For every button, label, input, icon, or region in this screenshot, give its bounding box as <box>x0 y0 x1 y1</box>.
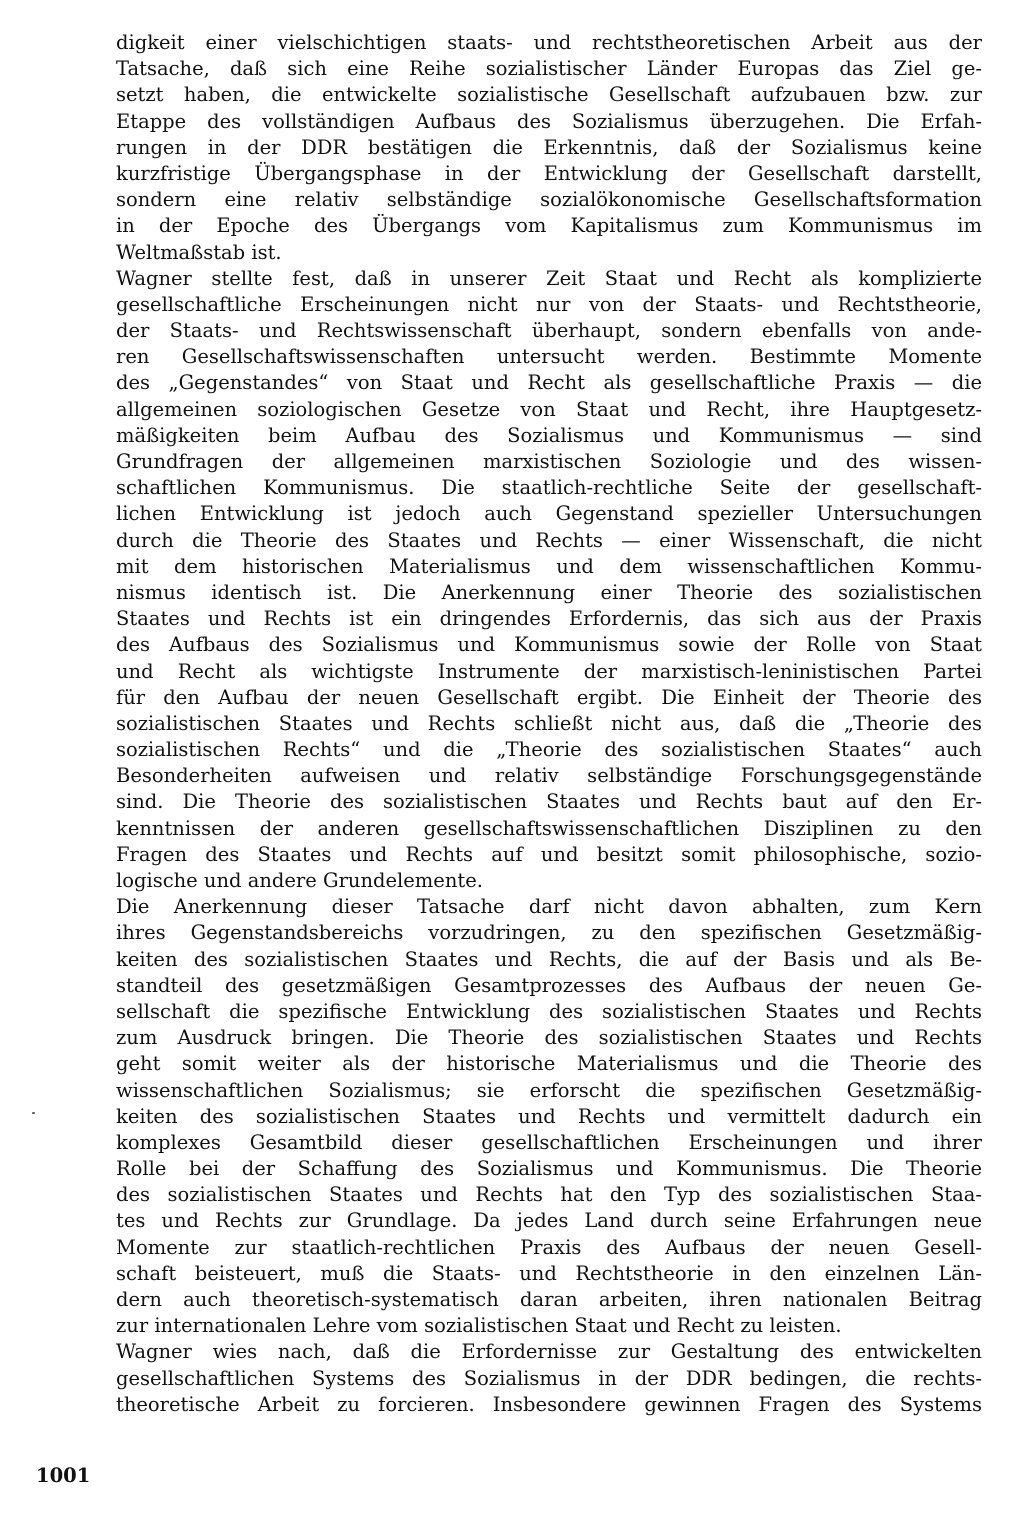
text-line: des Aufbaus des Sozialismus und Kommunismus sowie der Rolle von Staat <box>116 633 982 657</box>
text-line: in der Epoche des Übergangs vom Kapitalismus zum Kommunismus im <box>116 214 982 238</box>
text-line: Rolle bei der Schaffung des Sozialismus und Kommunismus. Die Theorie <box>116 1157 982 1181</box>
text-line: ihres Gegenstandsbereichs vorzudringen, zu den spezifischen Gesetzmäßig- <box>116 921 982 945</box>
text-line: geht somit weiter als der historische Materialismus und die Theorie des <box>116 1052 982 1076</box>
text-line: Wagner wies nach, daß die Erfordernisse zur Gestaltung des entwickelten <box>116 1340 982 1364</box>
paragraph <box>116 30 982 266</box>
text-line: keiten des sozialistischen Staates und Rechts und vermittelt dadurch ein <box>116 1104 982 1128</box>
text-line: Staates und Rechts ist ein dringendes Erfordernis, das sich aus der Praxis <box>116 607 982 631</box>
paragraph <box>116 266 982 895</box>
text-line: schaftlichen Kommunismus. Die staatlich-rechtliche Seite der gesellschaft- <box>116 476 982 500</box>
text-line: der Staats- und Rechtswissenschaft überhaupt, sondern ebenfalls von ande- <box>116 319 982 343</box>
text-line: und Recht als wichtigste Instrumente der marxistisch-leninistischen Partei <box>116 659 982 683</box>
text-line: Tatsache, daß sich eine Reihe sozialistischer Länder Europas das Ziel ge- <box>116 57 982 81</box>
text-line: gesellschaftlichen Systems des Sozialismus in der DDR bedingen, die rechts- <box>116 1366 982 1390</box>
text-line: Momente zur staatlich-rechtlichen Praxis des Aufbaus der neuen Gesell- <box>116 1235 982 1259</box>
paragraph <box>116 894 982 1339</box>
text-line: gesellschaftliche Erscheinungen nicht nur von der Staats- und Rechtstheorie, <box>116 292 982 316</box>
text-line: standteil des gesetzmäßigen Gesamtprozesses des Aufbaus der neuen Ge- <box>116 973 982 997</box>
text-line: sind. Die Theorie des sozialistischen Staates und Rechts baut auf den Er- <box>116 790 982 814</box>
body-text <box>116 30 982 1418</box>
text-line: des „Gegenstandes“ von Staat und Recht als gesellschaftliche Praxis — die <box>116 371 982 395</box>
text-line: Weltmaßstab ist. <box>116 240 282 264</box>
text-line: Wagner stellte fest, daß in unserer Zeit Staat und Recht als komplizierte <box>116 266 982 290</box>
text-line: durch die Theorie des Staates und Rechts — einer Wissenschaft, die nicht <box>116 528 982 552</box>
text-line: sozialistischen Rechts“ und die „Theorie des sozialistischen Staates“ auch <box>116 738 982 762</box>
text-line: theoretische Arbeit zu forcieren. Insbesondere gewinnen Fragen des Systems <box>116 1392 982 1416</box>
paragraph <box>116 1339 982 1418</box>
text-line: komplexes Gesamtbild dieser gesellschaftlichen Erscheinungen und ihrer <box>116 1130 982 1154</box>
text-line: digkeit einer vielschichtigen staats- und rechtstheoretischen Arbeit aus der <box>116 31 982 54</box>
text-line: dern auch theoretisch-systematisch daran arbeiten, ihren nationalen Beitrag <box>116 1288 982 1311</box>
text-line: allgemeinen soziologischen Gesetze von Staat und Recht, ihre Hauptgesetz- <box>116 397 982 421</box>
text-line: zur internationalen Lehre vom sozialistischen Staat und Recht zu leisten. <box>116 1314 842 1338</box>
page-number: 1001 <box>36 1464 91 1487</box>
text-line: rungen in der DDR bestätigen die Erkenntnis, daß der Sozialismus keine <box>116 135 982 159</box>
text-line: Etappe des vollständigen Aufbaus des Sozialismus überzugehen. Die Erfah- <box>116 109 982 133</box>
text-line: tes und Rechts zur Grundlage. Da jedes Land durch seine Erfahrungen neue <box>116 1209 982 1233</box>
text-line: zum Ausdruck bringen. Die Theorie des sozialistischen Staates und Rechts <box>116 1026 982 1050</box>
text-line: ren Gesellschaftswissenschaften untersucht werden. Bestimmte Momente <box>116 345 982 369</box>
text-line: für den Aufbau der neuen Gesellschaft ergibt. Die Einheit der Theorie des <box>116 685 982 709</box>
text-line: Grundfragen der allgemeinen marxistischen Soziologie und des wissen- <box>116 450 982 473</box>
text-line: sellschaft die spezifische Entwicklung des sozialistischen Staates und Rechts <box>116 999 982 1023</box>
text-line: wissenschaftlichen Sozialismus; sie erforscht die spezifischen Gesetzmäßig- <box>116 1078 982 1102</box>
text-line: Fragen des Staates und Rechts auf und besitzt somit philosophische, sozio- <box>116 842 982 866</box>
text-line: sondern eine relativ selbständige sozialökonomische Gesellschaftsformation <box>116 188 982 212</box>
text-line: schaft beisteuert, muß die Staats- und Rechtstheorie in den einzelnen Län- <box>116 1261 982 1285</box>
text-line: kenntnissen der anderen gesellschaftswissenschaftlichen Disziplinen zu den <box>116 816 982 840</box>
text-line: Besonderheiten aufweisen und relativ selbständige Forschungsgegenstände <box>116 764 982 788</box>
text-line: lichen Entwicklung ist jedoch auch Gegenstand spezieller Untersuchungen <box>116 502 982 526</box>
text-line: kurzfristige Übergangsphase in der Entwicklung der Gesellschaft darstellt, <box>116 161 982 185</box>
text-line: des sozialistischen Staates und Rechts hat den Typ des sozialistischen Staa- <box>116 1183 982 1207</box>
text-line: mäßigkeiten beim Aufbau des Sozialismus und Kommunismus — sind <box>116 423 982 447</box>
text-line: nismus identisch ist. Die Anerkennung einer Theorie des sozialistischen <box>116 580 982 604</box>
text-line: setzt haben, die entwickelte sozialistische Gesellschaft aufzubauen bzw. zur <box>116 83 982 107</box>
text-line: sozialistischen Staates und Rechts schließt nicht aus, daß die „Theorie des <box>116 711 982 735</box>
text-line: Die Anerkennung dieser Tatsache darf nicht davon abhalten, zum Kern <box>116 895 982 919</box>
text-line: keiten des sozialistischen Staates und Rechts, die auf der Basis und als Be- <box>116 947 982 971</box>
scan-speck <box>32 1112 35 1114</box>
text-line: logische und andere Grundelemente. <box>116 869 483 892</box>
text-line: mit dem historischen Materialismus und dem wissenschaftlichen Kommu- <box>116 554 982 578</box>
